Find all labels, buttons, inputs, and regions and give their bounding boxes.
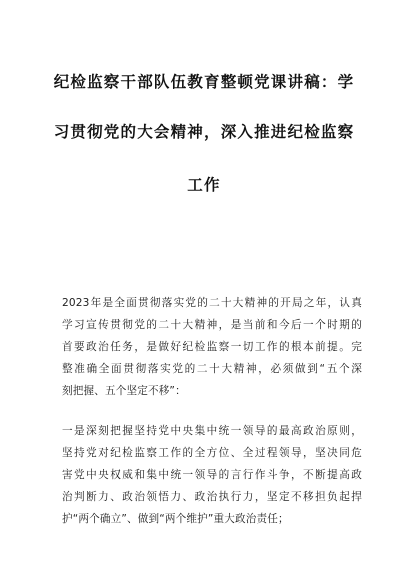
paragraph-line: 害党中央权威和集中统一领导的言行作斗争，不断提高政 xyxy=(62,469,362,481)
paragraph-line: 2023年是全面贯彻落实党的二十大精神的开局之年，认真 xyxy=(62,297,362,309)
paragraph-line: 学习宣传贯彻党的二十大精神，是当前和今后一个时期的 xyxy=(62,319,362,331)
paragraph-line: 治判断力、政治领悟力、政治执行力，坚定不移担负起捍 xyxy=(62,491,362,503)
paragraph-line: 护“两个确立”、做到“两个维护”重大政治责任； xyxy=(62,513,289,525)
paragraph-line: 一是深刻把握坚持党中央集中统一领导的最高政治原则， xyxy=(62,425,362,437)
document-title-line-3: 工作 xyxy=(187,176,221,194)
document-title-line-1: 纪检监察干部队伍教育整顿党课讲稿：学 xyxy=(53,73,355,91)
paragraph-line: 首要政治任务，是做好纪检监察一切工作的根本前提。完 xyxy=(62,341,362,353)
paragraph-line: 整准确全面贯彻落实党的二十大精神，必须做到“五个深 xyxy=(62,363,362,375)
paragraph-line: 刻把握、五个坚定不移”： xyxy=(62,385,186,397)
document-title-line-2: 习贯彻党的大会精神，深入推进纪检监察 xyxy=(53,123,355,141)
paragraph-line: 坚持党对纪检监察工作的全方位、全过程领导，坚决同危 xyxy=(62,447,362,459)
